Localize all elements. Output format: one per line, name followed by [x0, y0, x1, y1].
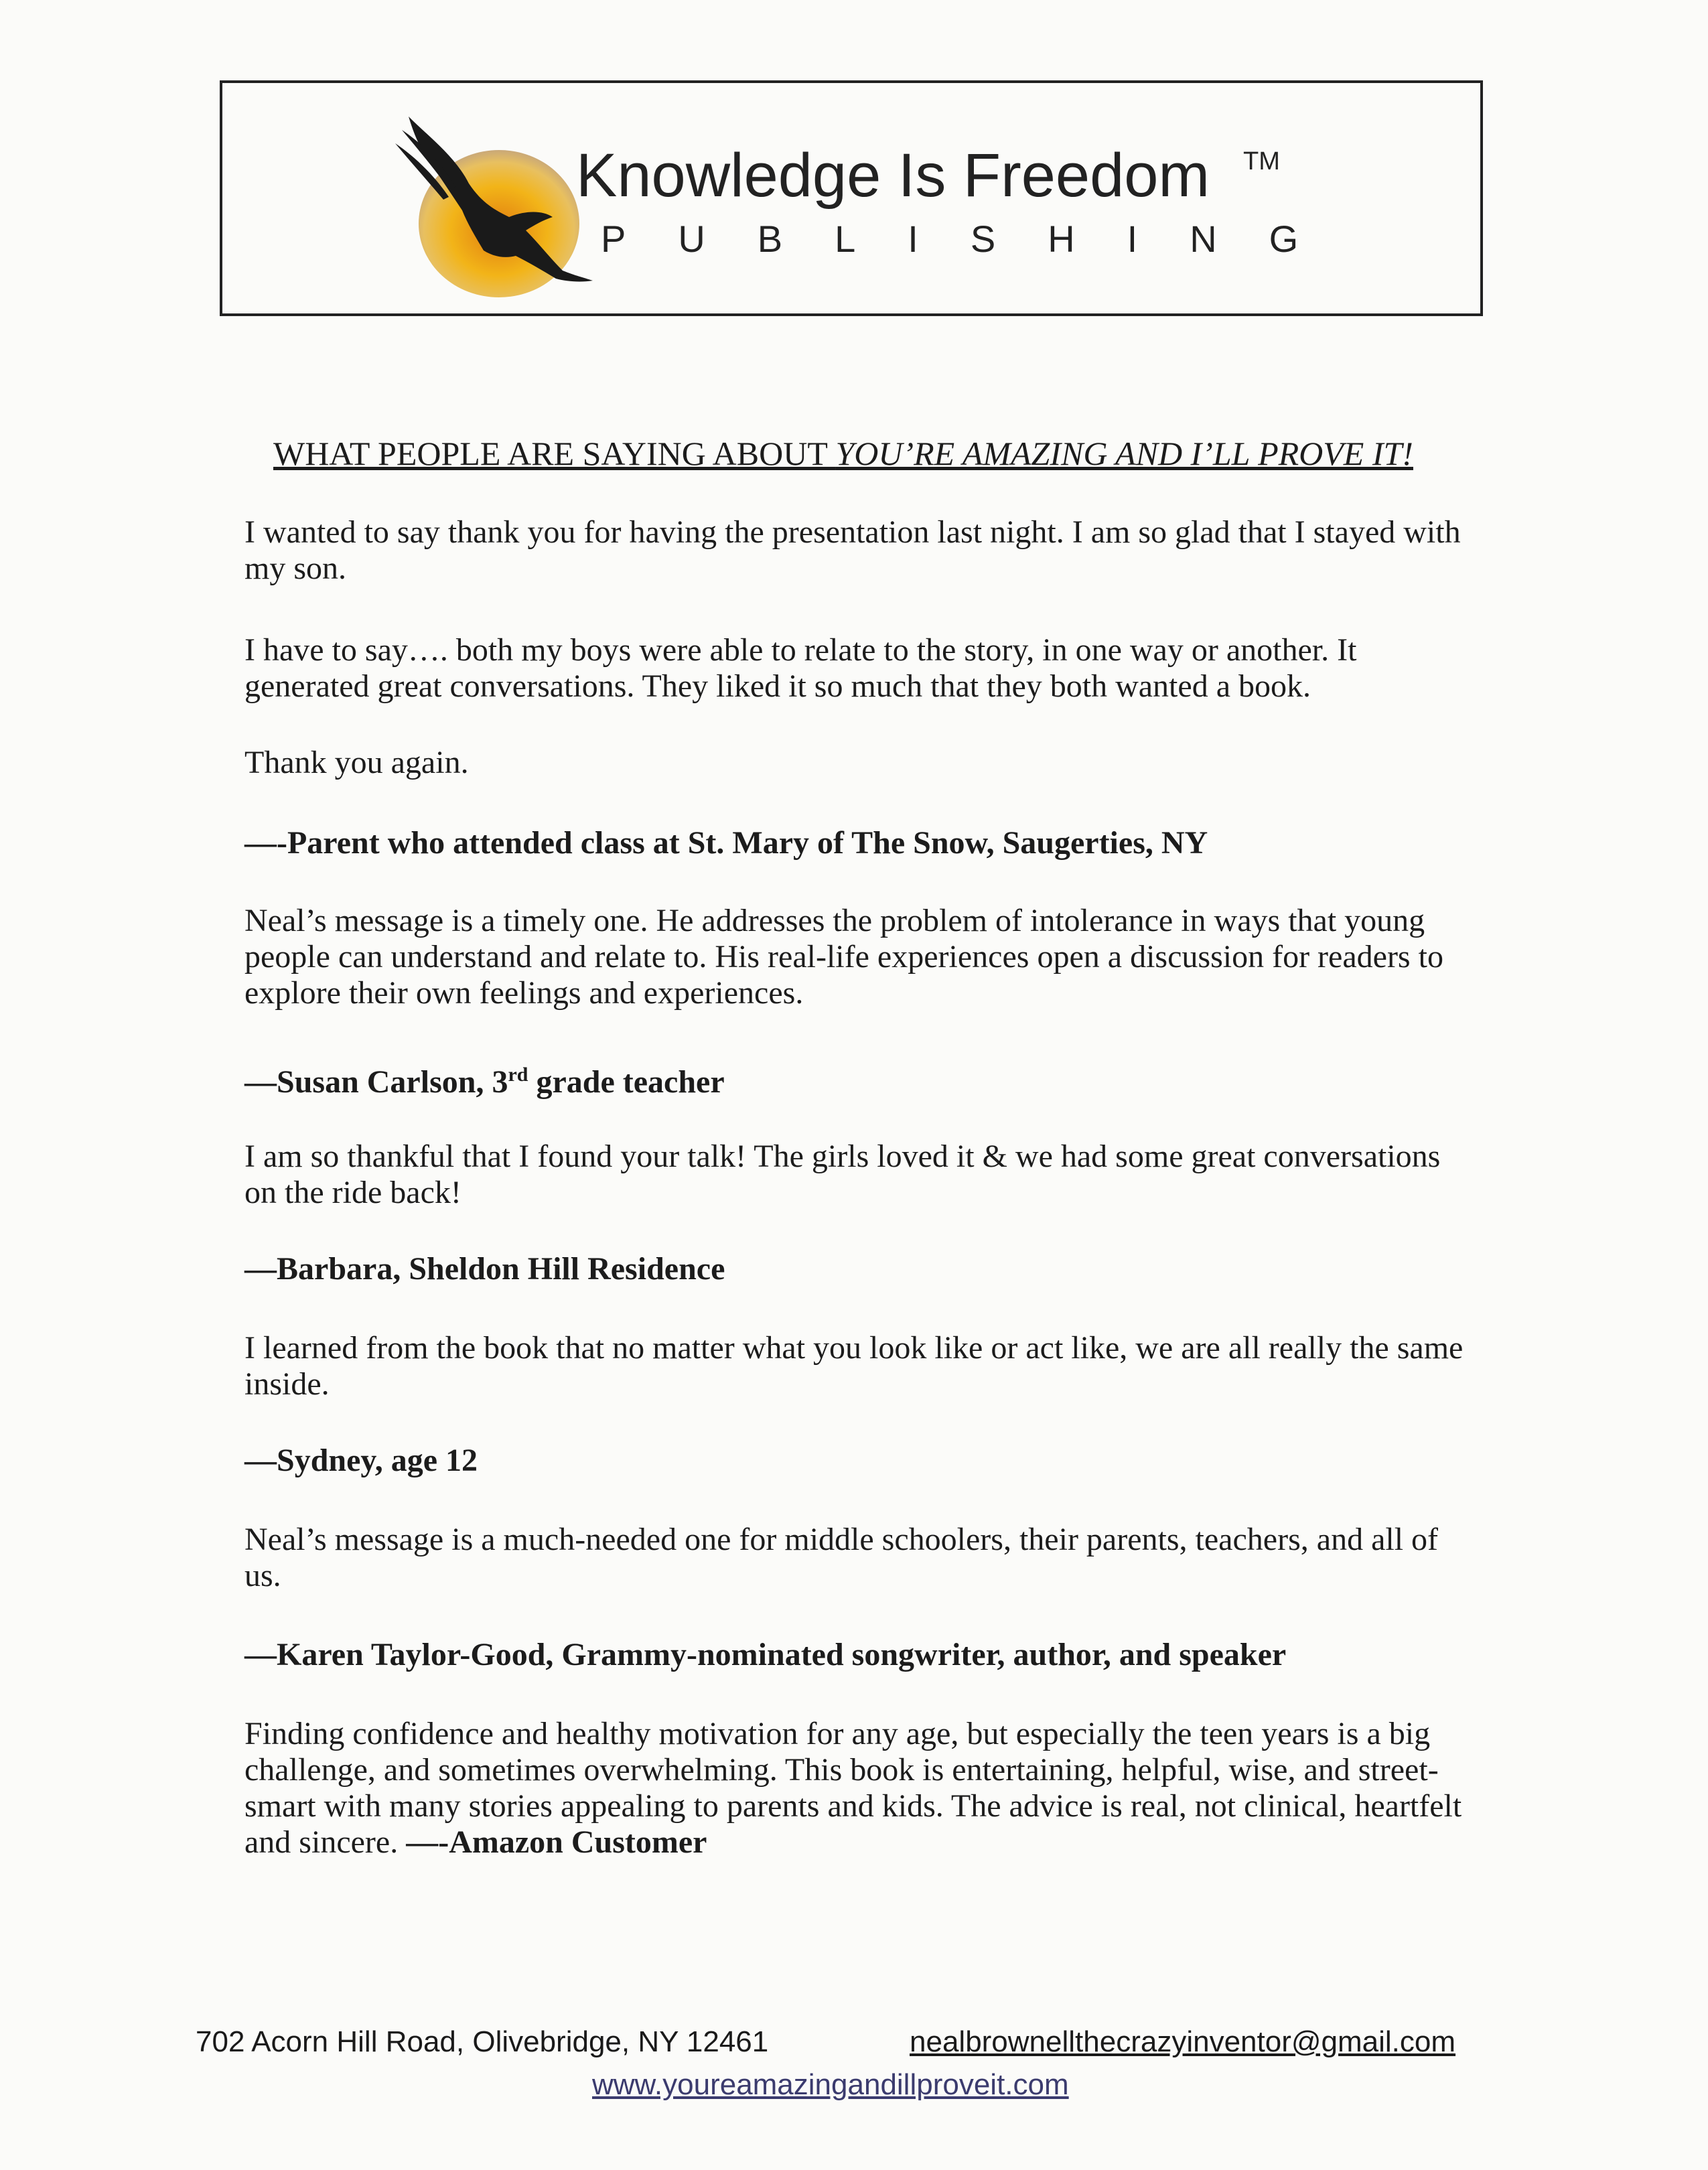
- testimonial-paragraph: Finding confidence and healthy motivation for any age, but especially the teen years is a big challenge, and sometimes overwhelming. This book is entertaining, helpful, wise, and street-smart with many stories appealing to parents and kids. The advice is real, not clinical, heartfelt and sincere. —-Amazon Customer: [244, 1716, 1462, 1860]
- eagle-sun-logo-icon: [382, 110, 596, 304]
- letterhead-box: [220, 80, 1483, 316]
- footer-email-link[interactable]: nealbrownellthecrazyinventor@gmail.com: [910, 2025, 1456, 2058]
- testimonial-paragraph: Neal’s message is a timely one. He addresses the problem of intolerance in ways that young people can understand and relate to. His real-life experiences open a discussion for readers to explore their own feelings and experiences.: [244, 903, 1443, 1011]
- title-prefix: WHAT PEOPLE ARE SAYING ABOUT: [273, 435, 836, 472]
- testimonial-paragraph: I wanted to say thank you for having the presentation last night. I am so glad that I stayed with my son.: [244, 514, 1461, 586]
- testimonial-paragraph: I learned from the book that no matter what you look like or act like, we are all really the same inside.: [244, 1330, 1464, 1402]
- page-title: [273, 434, 1413, 473]
- book-title: YOU’RE AMAZING AND I’LL PROVE IT!: [835, 435, 1413, 472]
- testimonial-paragraph: I am so thankful that I found your talk! The girls loved it & we had some great conversations on the ride back!: [244, 1139, 1441, 1210]
- testimonial-paragraph: I have to say…. both my boys were able to relate to the story, in one way or another. It generated great conversations. They liked it so much that they both wanted a book.: [244, 632, 1357, 704]
- brand-subtitle: PUBLISHING: [601, 218, 1351, 260]
- trademark-mark: TM: [1243, 147, 1280, 175]
- testimonial-attribution: —-Amazon Customer: [406, 1824, 707, 1860]
- footer-address: 702 Acorn Hill Road, Olivebridge, NY 12461: [196, 2025, 769, 2058]
- testimonial-attribution: —Barbara, Sheldon Hill Residence: [244, 1251, 725, 1287]
- testimonial-attribution: —Karen Taylor-Good, Grammy-nominated songwriter, author, and speaker: [244, 1637, 1287, 1672]
- testimonial-attribution: —Susan Carlson, 3rd grade teacher: [244, 1064, 725, 1100]
- testimonial-attribution: —-Parent who attended class at St. Mary of The Snow, Saugerties, NY: [244, 825, 1208, 861]
- brand-name: Knowledge Is Freedom: [576, 141, 1210, 210]
- testimonial-paragraph: Thank you again.: [244, 745, 469, 780]
- testimonial-attribution: —Sydney, age 12: [244, 1443, 478, 1478]
- testimonial-paragraph: Neal’s message is a much-needed one for middle schoolers, their parents, teachers, and all of us.: [244, 1522, 1439, 1593]
- footer-website-link[interactable]: www.youreamazingandillproveit.com: [592, 2068, 1069, 2101]
